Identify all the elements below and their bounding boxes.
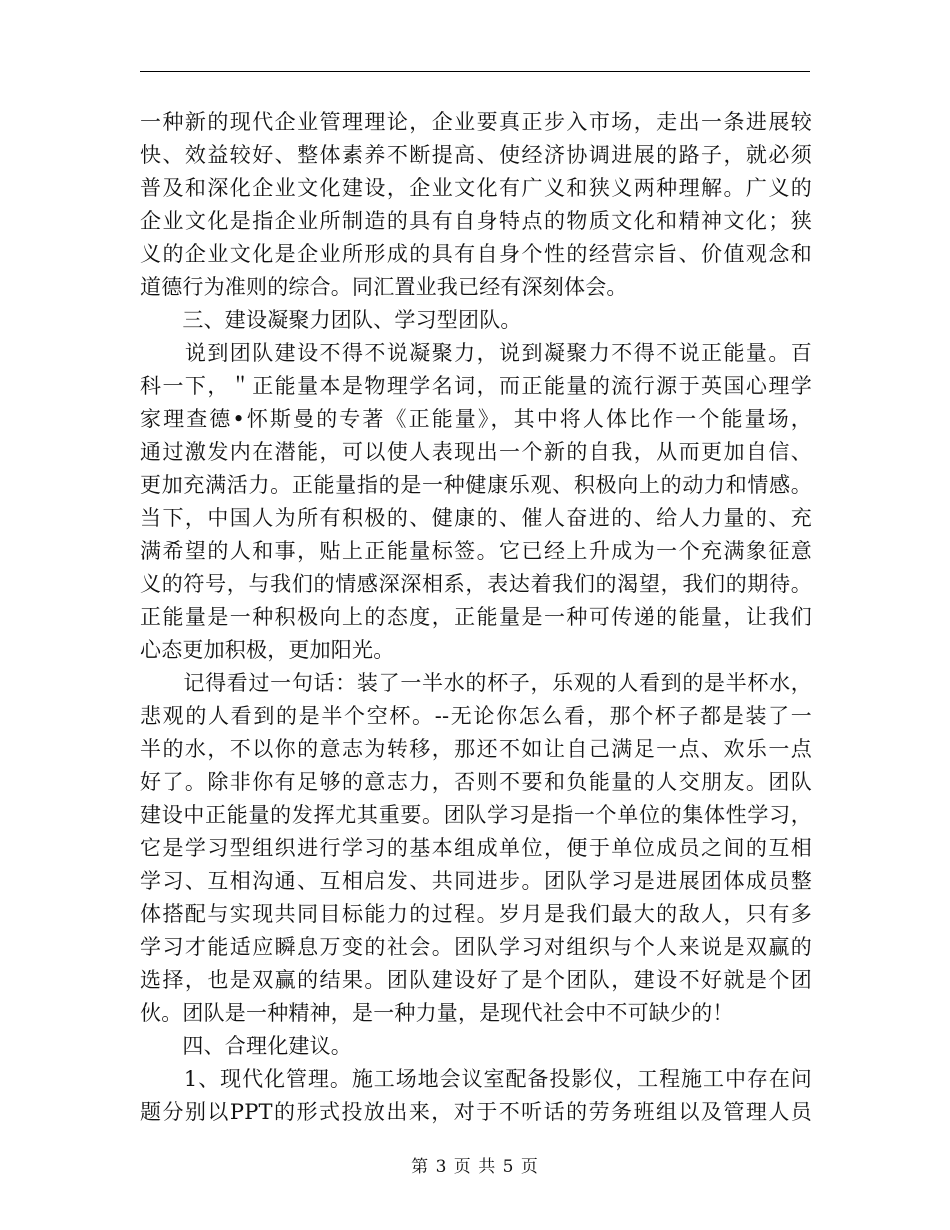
text-line: 正能量是一种积极向上的态度，正能量是一种可传递的能量，让我们 bbox=[140, 605, 812, 629]
text-line: 好了。除非你有足够的意志力，否则不要和负能量的人交朋友。团队 bbox=[140, 770, 812, 794]
text-line: 道德行为准则的综合。同汇置业我已经有深刻体会。 bbox=[140, 275, 628, 299]
text-line: 记得看过一句话：装了一半水的杯子，乐观的人看到的是半杯水， bbox=[140, 671, 812, 695]
header-rule bbox=[140, 71, 810, 72]
text-line: 义的企业文化是企业所形成的具有自身个性的经营宗旨、价值观念和 bbox=[140, 242, 812, 266]
text-line: 建设中正能量的发挥尤其重要。团队学习是指一个单位的集体性学习， bbox=[140, 803, 812, 827]
text-line: 企业文化是指企业所制造的具有自身特点的物质文化和精神文化；狭 bbox=[140, 209, 812, 233]
text-line: 半的水，不以你的意志为转移，那还不如让自己满足一点、欢乐一点 bbox=[140, 737, 812, 761]
document-body bbox=[140, 106, 812, 1129]
text-line: 学习才能适应瞬息万变的社会。团队学习对组织与个人来说是双赢的 bbox=[140, 935, 812, 959]
text-line: 三、建设凝聚力团队、学习型团队。 bbox=[140, 308, 522, 332]
text-line: 说到团队建设不得不说凝聚力，说到凝聚力不得不说正能量。百 bbox=[140, 341, 812, 365]
text-line: 学习、互相沟通、互相启发、共同进步。团队学习是进展团体成员整 bbox=[140, 869, 812, 893]
text-line: 1、现代化管理。施工场地会议室配备投影仪，工程施工中存在问 bbox=[140, 1067, 812, 1091]
text-line: 题分别以PPT的形式投放出来，对于不听话的劳务班组以及管理人员 bbox=[140, 1100, 812, 1124]
text-line: 体搭配与实现共同目标能力的过程。岁月是我们最大的敌人，只有多 bbox=[140, 902, 812, 926]
text-line: 满希望的人和事，贴上正能量标签。它已经上升成为一个充满象征意 bbox=[140, 539, 812, 563]
text-line: 当下，中国人为所有积极的、健康的、催人奋进的、给人力量的、充 bbox=[140, 506, 812, 530]
text-line: 它是学习型组织进行学习的基本组成单位，便于单位成员之间的互相 bbox=[140, 836, 812, 860]
text-line: 四、合理化建议。 bbox=[140, 1034, 352, 1058]
text-line: 心态更加积极，更加阳光。 bbox=[140, 638, 395, 662]
text-line: 普及和深化企业文化建设，企业文化有广义和狭义两种理解。广义的 bbox=[140, 176, 812, 200]
text-line: 一种新的现代企业管理理论，企业要真正步入市场，走出一条进展较 bbox=[140, 110, 812, 134]
text-line: 伙。团队是一种精神，是一种力量，是现代社会中不可缺少的！ bbox=[140, 1001, 734, 1025]
text-line: 更加充满活力。正能量指的是一种健康乐观、积极向上的动力和情感。 bbox=[140, 473, 812, 497]
text-line: 悲观的人看到的是半个空杯。--无论你怎么看，那个杯子都是装了一 bbox=[140, 704, 812, 728]
page-footer: 第 3 页 共 5 页 bbox=[411, 1157, 539, 1177]
text-line: 快、效益较好、整体素养不断提高、使经济协调进展的路子，就必须 bbox=[140, 143, 812, 167]
text-line: 义的符号，与我们的情感深深相系，表达着我们的渴望，我们的期待。 bbox=[140, 572, 812, 596]
text-line: 家理查德•怀斯曼的专著《正能量》，其中将人体比作一个能量场， bbox=[140, 407, 812, 431]
text-line: 选择，也是双赢的结果。团队建设好了是个团队，建设不好就是个团 bbox=[140, 968, 812, 992]
text-line: 科一下，＂正能量本是物理学名词，而正能量的流行源于英国心理学 bbox=[140, 374, 812, 398]
text-line: 通过激发内在潜能，可以使人表现出一个新的自我，从而更加自信、 bbox=[140, 440, 812, 464]
